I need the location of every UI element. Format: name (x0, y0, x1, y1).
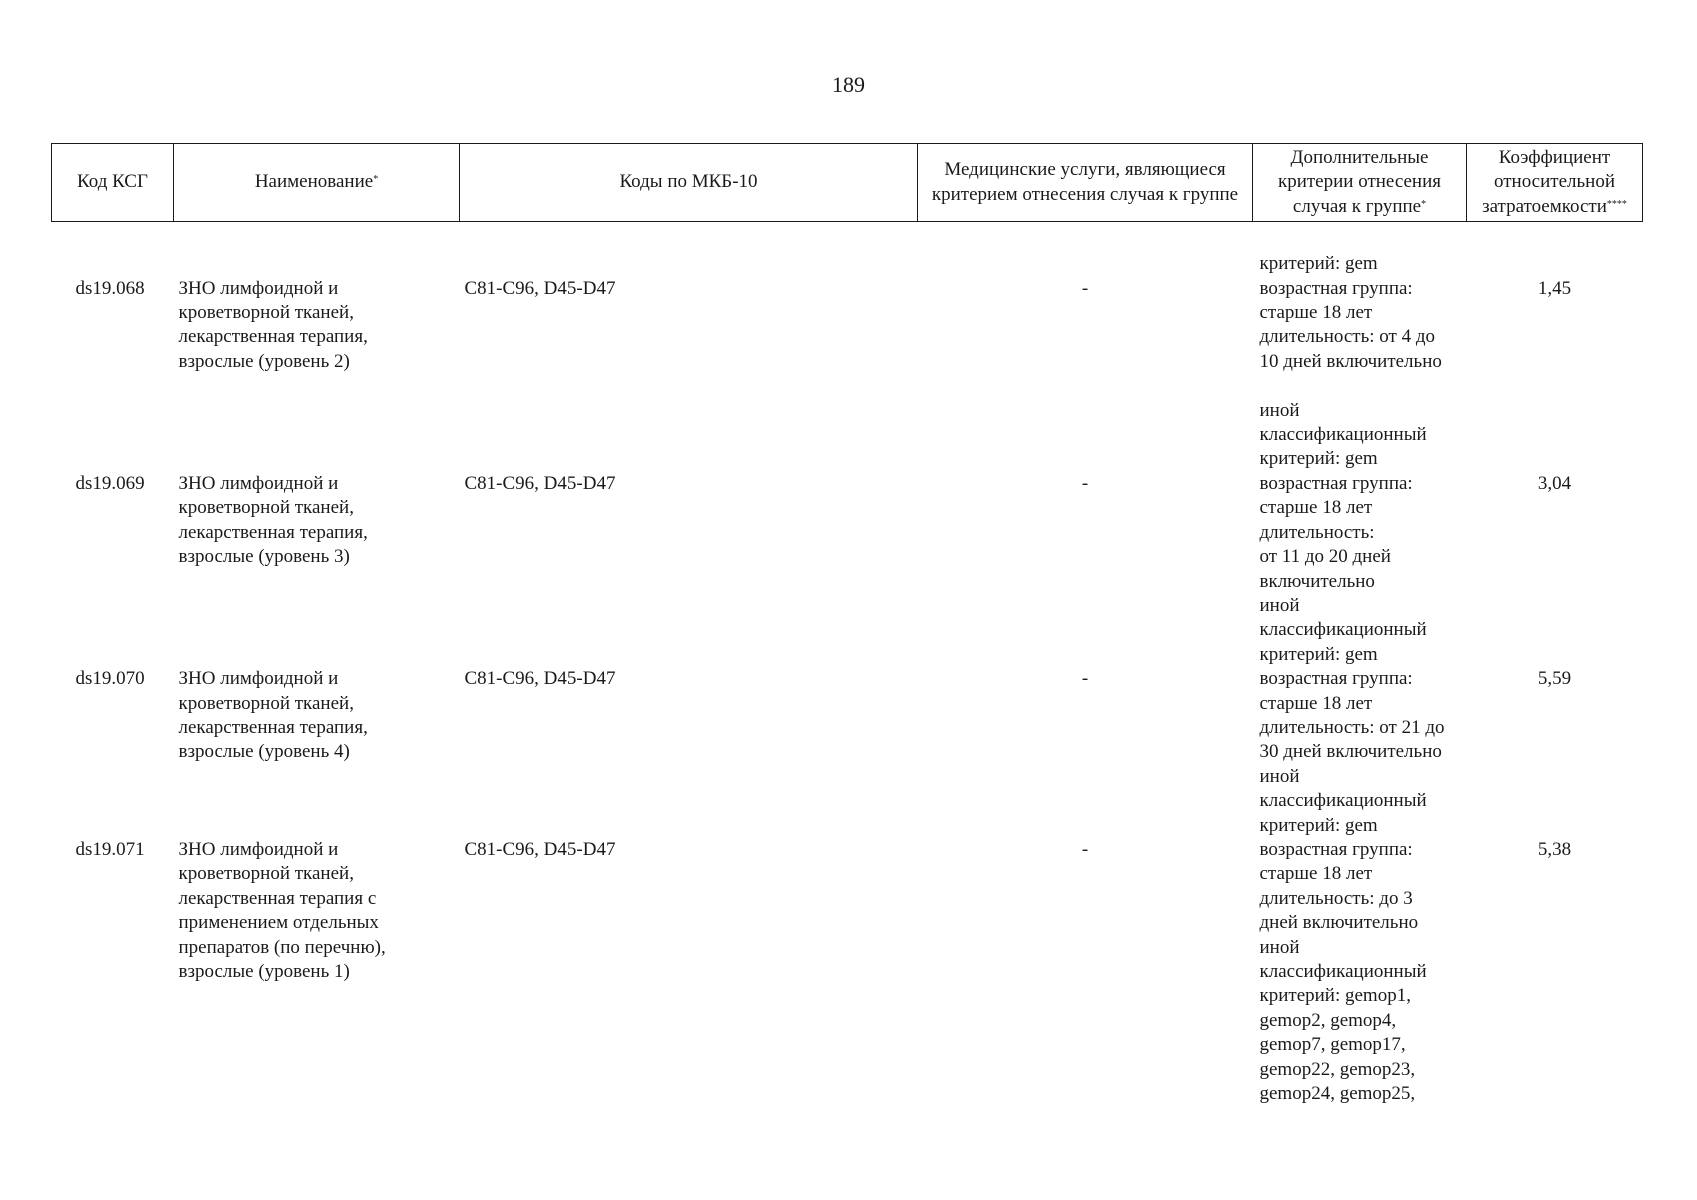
coefficient: 3,04 (1537, 472, 1572, 494)
table-row (52, 277, 1643, 472)
extra-criteria: возрастная группа: старше 18 лет длительность: до 3 дней включительно иной классификационный критерий: gemop1, gemop2, gemop4, gemop7, gemop17, gemop22, gemop23, gemop24, gemop25, (1259, 838, 1427, 1105)
header-mkb: Коды по МКБ-10 (460, 144, 918, 222)
ksg-code: ds19.071 (75, 838, 145, 860)
continuation-row (52, 252, 1643, 276)
table-row (52, 838, 1643, 1106)
ksg-code: ds19.068 (75, 277, 145, 299)
header-services: Медицинские услуги, являющиеся критерием отнесения случая к группе (918, 144, 1253, 222)
ksg-name: ЗНО лимфоидной и кроветворной тканей, лекарственная терапия, взрослые (уровень 4) (178, 668, 368, 763)
medical-services: - (1081, 472, 1089, 494)
extra-criteria: возрастная группа: старше 18 лет длительность: от 4 до 10 дней включительно иной классификационный критерий: gem (1259, 277, 1442, 470)
ksg-name: ЗНО лимфоидной и кроветворной тканей, лекарственная терапия, взрослые (уровень 2) (178, 277, 368, 372)
ksg-table (51, 143, 1643, 1106)
table-row (52, 472, 1643, 667)
ksg-name: ЗНО лимфоидной и кроветворной тканей, лекарственная терапия, взрослые (уровень 3) (178, 472, 368, 568)
mkb-codes: C81-C96, D45-D47 (464, 668, 616, 690)
medical-services: - (1081, 838, 1089, 860)
extra-criteria: возрастная группа: старше 18 лет длительность: от 11 до 20 дней включительно иной классификационный критерий: gem (1259, 472, 1427, 665)
medical-services: - (1081, 668, 1089, 690)
coefficient: 5,38 (1537, 838, 1572, 860)
header-code: Код КСГ (52, 144, 174, 222)
mkb-codes: C81-C96, D45-D47 (464, 472, 616, 494)
page-number: 189 (832, 72, 865, 97)
mkb-codes: C81-C96, D45-D47 (464, 838, 616, 860)
coefficient: 1,45 (1537, 277, 1572, 299)
header-name: Наименование* (174, 144, 460, 222)
coefficient: 5,59 (1537, 668, 1572, 690)
table-header (52, 144, 1643, 222)
ksg-code: ds19.070 (75, 668, 145, 690)
header-coefficient: Коэффициент относительной затратоемкости**** (1467, 144, 1643, 222)
table-row (52, 667, 1643, 838)
ksg-name: ЗНО лимфоидной и кроветворной тканей, лекарственная терапия с применением отдельных препаратов (по перечню), взрослые (уровень 1) (178, 838, 386, 982)
header-name-footnote-mark: * (373, 174, 379, 186)
mkb-codes: C81-C96, D45-D47 (464, 277, 616, 299)
continuation-criteria: критерий: gem (1259, 253, 1378, 275)
extra-criteria: возрастная группа: старше 18 лет длительность: от 21 до 30 дней включительно иной классификационный критерий: gem (1259, 668, 1445, 836)
ksg-code: ds19.069 (75, 472, 145, 494)
table-body (52, 222, 1643, 1107)
medical-services: - (1081, 277, 1089, 299)
header-coef-footnote-mark: **** (1606, 198, 1627, 210)
header-extra-footnote-mark: * (1421, 198, 1427, 210)
header-extra-criteria: Дополнительные критерии отнесения случая к группе* (1253, 144, 1467, 222)
